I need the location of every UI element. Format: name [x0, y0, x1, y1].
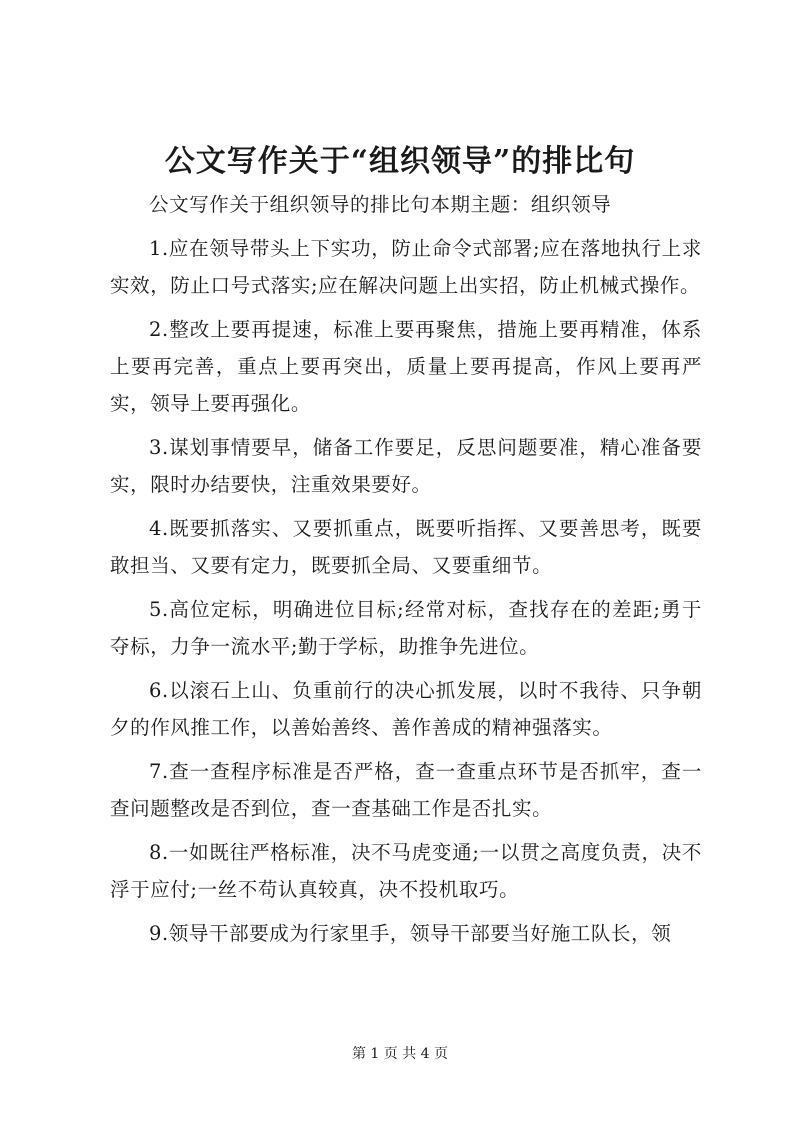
paragraph-item-1: 1.应在领导带头上下实功，防止命令式部署;应在落地执行上求实效，防止口号式落实;应在解决问题上出实招，防止机械式操作。: [110, 237, 702, 297]
paragraph-item-9: 9.领导干部要成为行家里手，领导干部要当好施工队长，领: [149, 922, 672, 945]
paragraph-item-3: 3.谋划事情要早，储备工作要足，反思问题要准，精心准备要实，限时办结要快，注重效果要好。: [110, 436, 702, 496]
paragraph-item-7: 7.查一查程序标准是否严格，查一查重点环节是否抓牢，查一查问题整改是否到位，查一查基础工作是否扎实。: [110, 760, 702, 820]
paragraph-item-4: 4.既要抓落实、又要抓重点，既要听指挥、又要善思考，既要敢担当、又要有定力，既要抓全局、又要重细节。: [110, 517, 702, 577]
paragraph-item-6: 6.以滚石上山、负重前行的决心抓发展，以时不我待、只争朝夕的作风推工作，以善始善终、善作善成的精神强落实。: [110, 679, 702, 739]
paragraph-item-5: 5.高位定标，明确进位目标;经常对标，查找存在的差距;勇于夺标，力争一流水平;勤于学标，助推争先进位。: [110, 598, 702, 658]
document-title: 公文写作关于“组织领导”的排比句: [164, 144, 636, 179]
paragraph-item-8: 8.一如既往严格标准，决不马虎变通;一以贯之高度负责，决不浮于应付;一丝不苟认真较真，决不投机取巧。: [110, 841, 702, 901]
document-body: [110, 186, 702, 959]
paragraph-item-2: 2.整改上要再提速，标准上要再聚焦，措施上要再精准，体系上要再完善，重点上要再突出，质量上要再提高，作风上要再严实，领导上要再强化。: [110, 318, 702, 415]
page-footer: 第 1 页 共 4 页: [351, 1046, 449, 1062]
paragraph-intro: 公文写作关于组织领导的排比句本期主题：组织领导: [149, 193, 612, 216]
